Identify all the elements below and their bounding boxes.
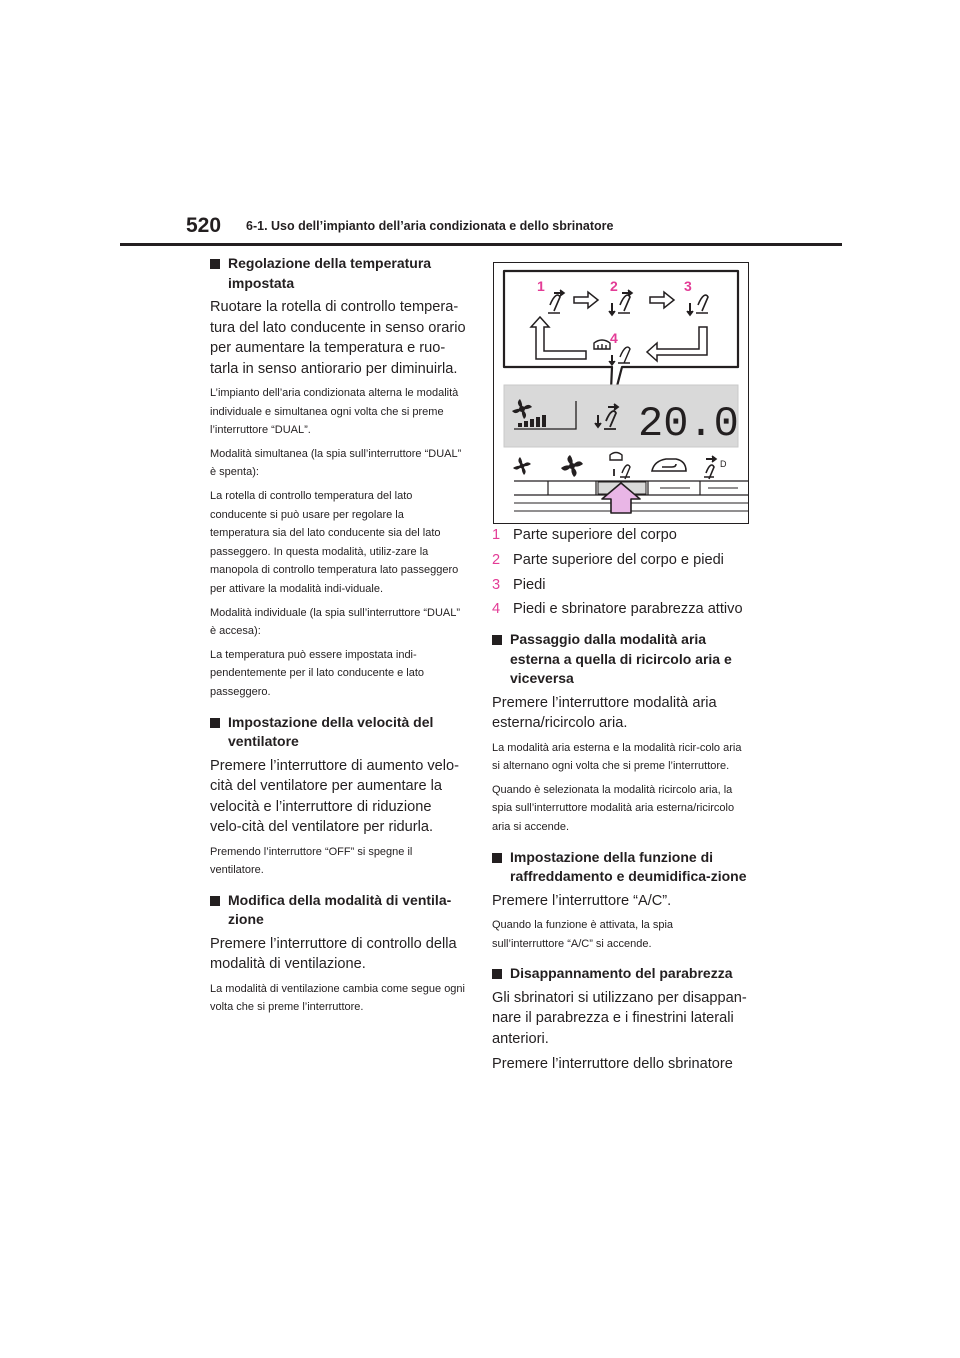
temperature-display: 20.0 — [638, 400, 739, 448]
defog-body: Premere l’interruttore dello sbrinatore — [492, 1056, 733, 1073]
recirculation-icon[interactable] — [652, 459, 686, 471]
fan-heading: Impostazione della velocità del ventilatore — [210, 713, 466, 752]
legend-item — [492, 597, 748, 622]
temp-note: Modalità individuale (la spia sull’interruttore “DUAL” è accesa): — [210, 606, 461, 638]
section-title: 6-1. Uso dell’impianto dell’aria condizionata e dello sbrinatore — [246, 219, 614, 233]
right-column — [492, 523, 748, 1080]
ac-note: Quando la funzione è attivata, la spia sull’interruttore “A/C” si accende. — [492, 919, 674, 950]
defog-body: Gli sbrinatori si utilizzano per disappan-nare il parabrezza e i finestrini laterali anteriori. — [492, 989, 747, 1047]
recirc-note: Quando è selezionata la modalità ricircolo aria, la spia sull’interruttore modalità aria esterna/ricircolo aria si accende. — [492, 783, 735, 834]
fan-decrease-icon[interactable] — [513, 457, 531, 475]
legend-text: Piedi e sbrinatore parabrezza attivo — [513, 601, 743, 618]
legend-item — [492, 573, 748, 598]
legend-number: 4 — [492, 601, 501, 618]
fan-note: Premendo l’interruttore “OFF” si spegne il ventilatore. — [210, 845, 413, 877]
defog-heading: Disappannamento del parabrezza — [492, 964, 748, 984]
callout-2: 2 — [610, 278, 618, 294]
ac-body: Premere l’interruttore “A/C”. — [492, 892, 672, 909]
recirc-body: Premere l’interruttore modalità aria esterna/ricircolo aria. — [492, 694, 717, 732]
page-number: 520 — [186, 214, 222, 237]
recirc-note: La modalità aria esterna e la modalità ricir-colo aria si alternano ogni volta che si preme l’interruttore. — [492, 741, 742, 773]
left-column — [210, 254, 466, 1022]
temp-body: Ruotare la rotella di controllo tempera-tura del lato conducente in senso orario per aumentare la temperatura e ruo-tarla in senso antiorario per diminuirla. — [210, 299, 466, 377]
recirc-heading: Passaggio dalla modalità aria esterna a quella di ricircolo aria e viceversa — [492, 630, 748, 689]
legend-item — [492, 548, 748, 573]
mode-button-icon[interactable] — [610, 453, 630, 480]
defroster-partial-icon[interactable] — [704, 456, 727, 479]
fan-increase-icon[interactable] — [561, 455, 583, 477]
ac-heading: Impostazione della funzione di raffreddamento e deumidifica-zione — [492, 848, 748, 887]
vent-body: Premere l’interruttore di controllo della modalità di ventilazione. — [210, 935, 457, 973]
temp-note: La temperatura può essere impostata indi-pendentemente per il lato conducente e lato passeggero. — [210, 648, 425, 698]
callout-4: 4 — [610, 330, 618, 346]
legend-text: Parte superiore del corpo e piedi — [513, 551, 724, 568]
ventilation-mode-figure — [493, 262, 749, 524]
callout-3: 3 — [684, 278, 692, 294]
temp-note: Modalità simultanea (la spia sull’interruttore “DUAL” è spenta): — [210, 447, 462, 479]
svg-text:D: D — [720, 459, 727, 469]
vent-note: La modalità di ventilazione cambia come segue ogni volta che si preme l’interruttore. — [210, 982, 465, 1014]
fan-body: Premere l’interruttore di aumento velo-cità del ventilatore per aumentare la velocità e l’interruttore di riduzione velo-cità del ventilatore per ridurla. — [210, 757, 460, 835]
header-rule — [120, 243, 842, 246]
legend-number: 3 — [492, 576, 501, 593]
vent-heading: Modifica della modalità di ventila-zione — [210, 891, 466, 930]
temp-heading: Regolazione della temperatura impostata — [210, 254, 466, 293]
legend-item — [492, 523, 748, 548]
legend-number: 1 — [492, 527, 501, 543]
temp-note: L’impianto dell’aria condizionata alterna le modalità individuale e simultanea ogni volta che si preme l’interruttore “DUAL”. — [210, 387, 459, 437]
legend-text: Piedi — [513, 576, 546, 593]
legend-number: 2 — [492, 551, 501, 568]
callout-1: 1 — [537, 278, 545, 294]
temp-note: La rotella di controllo temperatura del lato conducente si può usare per regolare la temperatura sia del lato conducente sia del lato passeggero. In questa modalità, utiliz-zare la manopola di controllo temperatura lato passeggero per attivare la modalità indi-viduale. — [210, 489, 459, 595]
legend-text: Parte superiore del corpo — [513, 527, 677, 543]
